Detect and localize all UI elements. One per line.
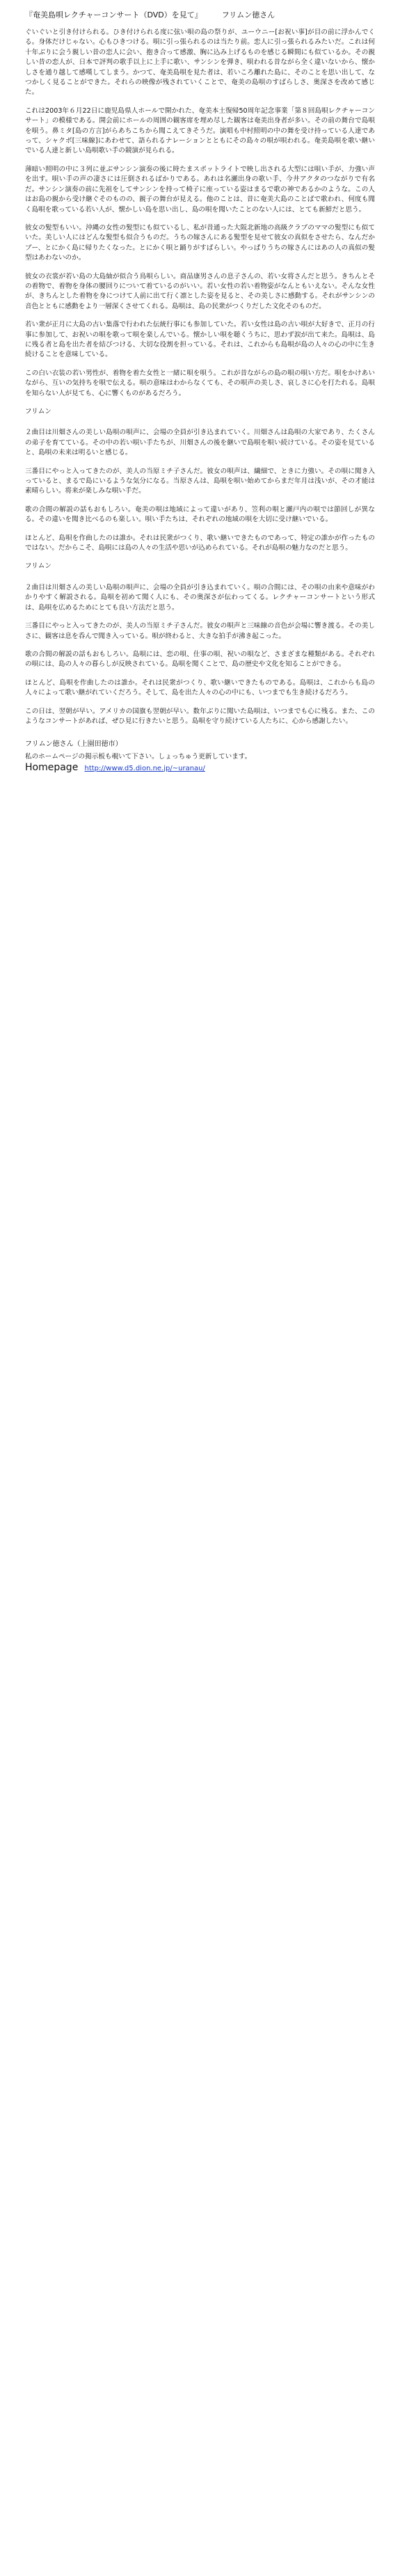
paragraph: 三番目にやっと入ってきたのが、美人の当原ミチ子さんだ。彼女の唄声と三味線の音色が会場に響き渡る。その美しさに、観客は息を呑んで聞き入っている。唄が終わると、大きな拍手が沸き起こった。 <box>25 622 375 640</box>
article-body <box>25 28 375 726</box>
paragraph: ２曲目は川畑さんの美しい島唄の唄声に、会場の全員が引き込まれていく。唄の合間には、その唄の由来や意味がわかりやすく解説される。島唄を初めて聞く人にも、その奥深さが伝わってくる。レクチャーコンサートという形式は、島唄を広めるためにとても良い方法だと思う。 <box>25 583 375 612</box>
paragraph: ほとんど、島唄を作曲したのは誰か。それは民衆がつくり、歌い継いできたものである。島唄は、これからも島の人々によって歌い継がれていくだろう。そして、島を出た人々の心の中にも、いつまでも生き続けるだろう。 <box>25 678 375 697</box>
homepage-link[interactable]: http://www.d5.dion.ne.jp/~uranau/ <box>84 764 205 772</box>
paragraph: この日は、翌朝が早い。アメリカの国旗も翌朝が早い。数年ぶりに聞いた島唄は、いつまでも心に残る。また、このようなコンサートがあれば、ぜひ見に行きたいと思う。島唄を守り続けている人たちに、心から感謝したい。 <box>25 707 375 725</box>
signoff <box>25 739 375 773</box>
paragraph: 歌の合間の解説の話もおもしろい。島唄には、恋の唄、仕事の唄、祝いの唄など、さまざまな種類がある。それぞれの唄には、島の人々の暮らしが反映されている。島唄を聞くことで、島の歴史や文化を知ることができる。 <box>25 650 375 669</box>
paragraph: 歌の合間の解説の話もおもしろい。奄美の唄は地域によって違いがあり、笠利の唄と瀬戸内の唄では節回しが異なる。その違いを聞き比べるのも楽しい。唄い手たちは、それぞれの地域の唄を大切に受け継いでいる。 <box>25 505 375 524</box>
paragraph: ２曲目は川畑さんの美しい島唄の唄声に、会場の全員が引き込まれていく。川畑さんは島唄の大家であり、たくさんの弟子を育てている。その中の若い唄い手たちが、川畑さんの後を継いで島唄を唄い続けている。その姿を見ていると、島唄の未来は明るいと感じる。 <box>25 429 375 457</box>
paragraph: この白い衣装の若い男性が、着物を着た女性と一緒に唄を唄う。これが昔ながらの島の唄の唄い方だ。唄をかけあいながら、互いの気持ちを唄で伝える。唄の意味はわからなくても、その唄声の美しさ、哀しさに心を打たれる。島唄を知らない人が見ても、心に響くものがあるだろう。 <box>25 369 375 397</box>
paragraph: これは2003年６月22日に鹿児島県人ホールで開かれた、奄美本土復帰50周年記念事業「第８回島唄レクチャーコンサート」の模様である。開会前にホールの周囲の観客席を埋め尽した観客は奄美出身者が多い。その前の舞台で島唄を唄う。鼻ミタ[島の方言]がらあちこちから聞こえてきそうだ。演唱も中村照明の中の舞を受け持っている人達であって、シャクボ[三味線]にあわせて、語られるナレーションとともにその島々の唄が唄われる。奄美島唄を歌い継いでいる人達と新しい島唄歌い手の競演が見られる。 <box>25 106 375 155</box>
paragraph: ほとんど、島唄を作曲したのは誰か。それは民衆がつくり、歌い継いできたものであって、特定の誰かが作ったものではない。だからこそ、島唄には島の人々の生活や思いが込められている。それが島唄の魅力なのだと思う。 <box>25 534 375 552</box>
signoff-note: 私のホームページの掲示板も覗いて下さい。しょっちゅう更新しています。 <box>25 753 252 761</box>
author-name: フリムン徳さん <box>221 10 275 19</box>
paragraph: 彼女の衣裳が若い島の大島紬が似合う鳥唄らしい。商品康男さんの息子さんの、若い女将さんだと思う。きちんとその着物で、着物を身体の腰回りについて着ているのがいい。若い女性の若い着物姿がなんともいえない。そんな女性が、きちんとした着物を身につけて人前に出て行く凛とした姿を見ると、その美しさに感動する。それがサンシンの音色とともに感動をより一層深くさせてくれる。島唄は、島の民衆がつくりだした文化そのものだ。 <box>25 272 375 310</box>
document-title: 『奄美島唄レクチャーコンサート（DVD）を見て』 <box>25 10 202 19</box>
paragraph: 薄暗い照明の中に３列に並ぶサンシン演奏の後に時たまスポットライトで映し出される大型には唄い手が、力強い声を出す。唄い手の声の凄さには圧倒されるばかりである。あれは名瀬出身の歌い手、今井アクタのつながりで有名だ。サンシン演奏の前に先祖をしてサンシンを持って椅子に座っている姿はまるで歌の神であるかのような。この人はお島の親から受け継ぐそのものの、親子の舞台が見える。他のことは、昔に奄美大島のことばで歌われ、何度も聞く島唄を歌っている若い人が、懐かしい島を思い出し、島の唄を聞いたことのない人には、とても新鮮だと思う。 <box>25 165 375 214</box>
paragraph: 三番目にやっと入ってきたのが、美人の当原ミチ子さんだ。彼女の唄声は、繊細で、ときに力強い。その唄に聞き入っていると、まるで島にいるような気分になる。当原さんは、島唄を唄い始めてからまだ年月は浅いが、その才能は素晴らしい。将来が楽しみな唄い手だ。 <box>25 467 375 495</box>
header <box>25 10 375 21</box>
homepage-line <box>25 763 375 774</box>
paragraph: 若い衆が正月に大島の古い集落で行われた伝統行事にも参加していた。若い女性は島の古い唄が大好きで、正月の行事に参加して、お祝いの唄を歌って唄を楽しんでいる。懐かしい唄を聴くうちに、思わず涙が出て来た。島唄は、島に残る者と島を出た者を結びつける、大切な役割を担っている。それは、これからも島唄が島の人々の心の中に生き続けることを意味している。 <box>25 321 375 359</box>
section-signature: フリムン <box>25 562 51 571</box>
section-signature: フリムン <box>25 408 51 415</box>
homepage-label: Homepage <box>25 761 79 773</box>
signoff-name: フリムン徳さん（上園田徳市） <box>25 740 122 749</box>
paragraph: 彼女の髪型もいい。沖縄の女性の髪型にも似ているし、私が昔通った大阪北新地の高級クラブのママの髪型にも似ていた。美しい人にはどんな髪型も似合うものだ。うちの嫁さんにある髪型を見せて彼女の真似をさせたら、なんだかブー、とにかく島に帰りたくなった。とにかく唄と踊りがすばらしい。やっぱりうちの嫁さんにはあの人の真似の髪型はあわないのか。 <box>25 223 375 262</box>
paragraph: ぐいぐいと引き付けられる。ひき付けられる度に弦い唄の島の祭りが、ユーウニー[お祝い事]が目の前に浮かんでくる。身体だけじゃない。心もひきつける。唄に引っ張られるのは当たり前。恋人に引っ張られるみたいだ。これは何十年ぶりに会う親しい昔の恋人に会い、抱き合って感激、胸に込み上げるものを感じる瞬間にも似ているか。その親しい昔の恋人が、日本で評判の歌手以上に上手に歌い、サンシンを弾き、唄われる昔ながら全く違いないから、懐かしさを通り越して感嘆してしまう。かつて、奄美島唄を見た者は、若いころ離れた島に、そのことを思い出して、なつかしく見ることができた。それらの映像が残されていくことで、奄美の島唄のすばらしさ、奥深さを改めて感じた。 <box>25 29 375 97</box>
